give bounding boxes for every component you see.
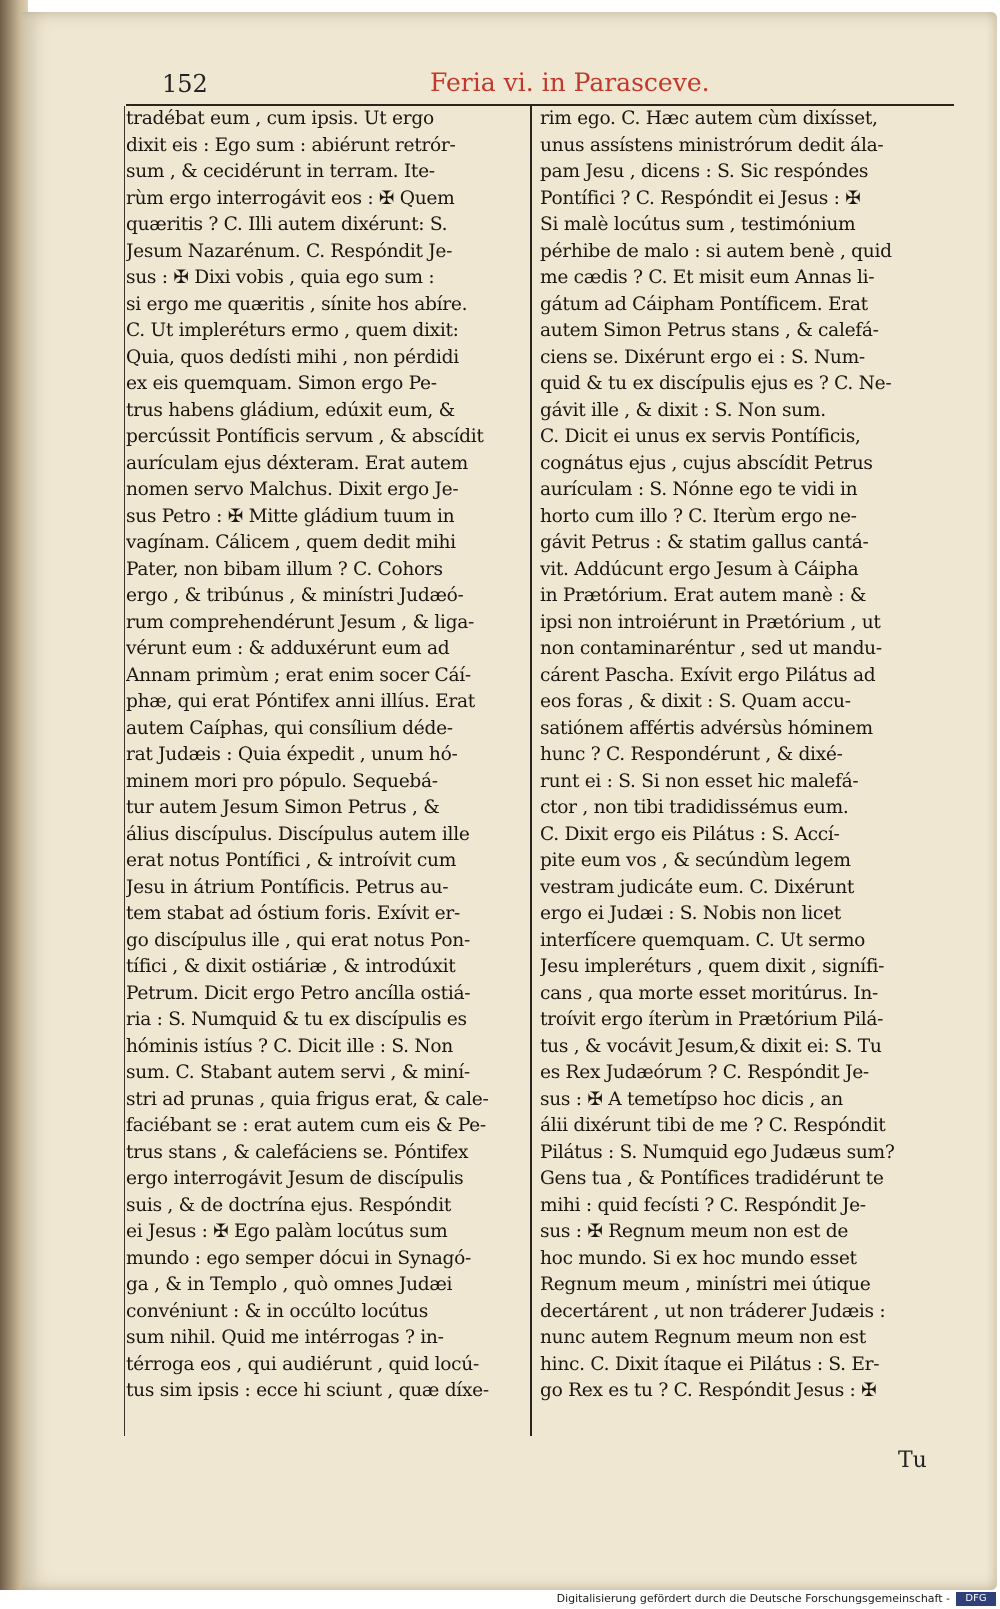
text-line: stri ad prunas , quia frigus erat, & cale- xyxy=(126,1088,489,1110)
text-line: Annam primùm ; erat enim socer Cáí- xyxy=(126,664,471,686)
text-line: quid & tu ex discípulis ejus es ? C. Ne- xyxy=(540,373,892,394)
text-line: álii dixérunt tibi de me ? C. Respóndit xyxy=(540,1115,886,1136)
text-line: interfícere quemquam. C. Ut sermo xyxy=(540,929,866,951)
text-line: dixit eis : Ego sum : abiérunt retrór- xyxy=(126,134,456,156)
text-line: me cædis ? C. Et misit eum Annas li- xyxy=(540,267,875,288)
page-number: 152 xyxy=(162,70,208,98)
text-line: C. Ut impleréturs ermo , quem dixit: xyxy=(126,320,459,341)
text-line: Petrum. Dicit ergo Petro ancílla ostiá- xyxy=(126,982,471,1004)
text-line: sum nihil. Quid me intérrogas ? in- xyxy=(126,1327,444,1348)
text-line: pite eum vos , & secúndùm legem xyxy=(540,850,851,871)
text-line: gávit Petrus : & statim gallus cantá- xyxy=(540,532,869,553)
text-line: decertárent , ut non tráderer Judæis : xyxy=(540,1300,886,1322)
text-line: cognátus ejus , cujus abscídit Petrus xyxy=(540,452,873,474)
page-header xyxy=(130,60,940,100)
text-line: hóminis istíus ? C. Dicit ille : S. Non xyxy=(126,1035,453,1057)
text-line: vagínam. Cálicem , quem dedit mihi xyxy=(126,532,456,553)
text-line: rùm ergo interrogávit eos : ✠ Quem xyxy=(126,187,455,209)
text-line: sum , & cecidérunt in terram. Ite- xyxy=(126,161,435,182)
text-line: ctor , non tibi tradidissémus eum. xyxy=(540,797,849,818)
text-line: Gens tua , & Pontífices tradidérunt te xyxy=(540,1168,884,1189)
text-line: go discípulus ille , qui erat notus Pon- xyxy=(126,929,470,951)
text-line: rim ego. C. Hæc autem cùm dixísset, xyxy=(540,108,878,129)
text-line: sus Petro : ✠ Mitte gládium tuum in xyxy=(126,505,455,527)
text-line: non contaminaréntur , sed ut mandu- xyxy=(540,638,882,659)
text-line: tradébat eum , cum ipsis. Ut ergo xyxy=(126,108,434,129)
text-line: gávit ille , & dixit : S. Non sum. xyxy=(540,399,826,421)
text-line: ergo , & tribúnus , & minístri Judæó- xyxy=(126,585,464,606)
text-line: es Rex Judæórum ? C. Respóndit Je- xyxy=(540,1062,869,1083)
text-line: runt ei : S. Si non esset hic malefá- xyxy=(540,770,859,792)
text-line: ipsi non introiérunt in Prætórium , ut xyxy=(540,611,881,633)
text-line: pérhibe de malo : si autem benè , quid xyxy=(540,240,892,262)
text-line: nomen servo Malchus. Dixit ergo Je- xyxy=(126,479,459,500)
text-line: in Prætórium. Erat autem manè : & xyxy=(540,585,867,606)
text-line: Si malè locútus sum , testimónium xyxy=(540,214,856,235)
text-line: mihi : quid fecísti ? C. Respóndit Je- xyxy=(540,1194,866,1216)
text-line: ria : S. Numquid & tu ex discípulis es xyxy=(126,1009,467,1030)
right-text-column xyxy=(540,106,940,1436)
text-line: ga , & in Templo , quò omnes Judæi xyxy=(126,1274,453,1295)
text-line: C. Dicit ei unus ex servis Pontíficis, xyxy=(540,426,861,447)
text-line: unus assístens ministrórum dedit ála- xyxy=(540,134,884,156)
text-line: vérunt eum : & adduxérunt eum ad xyxy=(126,638,450,659)
text-line: tem stabat ad óstium foris. Exívit er- xyxy=(126,903,460,924)
text-line: percússit Pontíficis servum , & abscídit xyxy=(126,426,484,447)
text-line: térroga eos , qui audiérunt , quid locú- xyxy=(126,1353,479,1375)
text-line: hoc mundo. Si ex hoc mundo esset xyxy=(540,1247,857,1269)
text-line: erat notus Pontífici , & introívit cum xyxy=(126,850,457,871)
text-line: aurículam : S. Nónne ego te vidi in xyxy=(540,479,858,500)
text-line: tus sim ipsis : ecce hi sciunt , quæ díxe- xyxy=(126,1380,489,1401)
text-line: minem mori pro pópulo. Sequebá- xyxy=(126,770,438,792)
text-line: vit. Addúcunt ergo Jesum à Cáipha xyxy=(540,558,859,580)
text-line: cans , qua morte esset moritúrus. In- xyxy=(540,982,879,1004)
text-line: suis , & de doctrína ejus. Respóndit xyxy=(126,1194,452,1216)
text-line: ergo ei Judæi : S. Nobis non licet xyxy=(540,903,841,924)
text-line: cárent Pascha. Exívit ergo Pilátus ad xyxy=(540,664,876,686)
text-line: autem Simon Petrus stans , & calefá- xyxy=(540,320,879,341)
text-line: tur autem Jesum Simon Petrus , & xyxy=(126,797,440,818)
text-line: go Rex es tu ? C. Respóndit Jesus : ✠ xyxy=(540,1380,877,1401)
text-line: nunc autem Regnum meum non est xyxy=(540,1327,866,1348)
text-line: aurículam ejus déxteram. Erat autem xyxy=(126,452,468,474)
text-line: mundo : ego semper dócui in Synagó- xyxy=(126,1247,472,1269)
text-line: ex eis quemquam. Simon ergo Pe- xyxy=(126,373,437,394)
left-margin-rule xyxy=(124,106,125,1436)
text-line: Pilátus : S. Numquid ego Judæus sum? xyxy=(540,1141,895,1163)
text-line: faciébant se : erat autem cum eis & Pe- xyxy=(126,1115,486,1136)
text-line: troívit ergo íterùm in Prætórium Pilá- xyxy=(540,1009,884,1030)
text-line: Quia, quos dedísti mihi , non pérdidi xyxy=(126,346,459,368)
dfg-logo: DFG xyxy=(956,1592,996,1606)
text-line: sus : ✠ Dixi vobis , quia ego sum : xyxy=(126,267,435,288)
text-line: phæ, qui erat Póntifex anni illíus. Erat xyxy=(126,691,475,712)
text-line: Pater, non bibam illum ? C. Cohors xyxy=(126,558,443,580)
text-line: trus stans , & calefáciens se. Póntifex xyxy=(126,1141,469,1163)
text-line: eos foras , & dixit : S. Quam accu- xyxy=(540,691,851,712)
text-line: gátum ad Cáipham Pontíficem. Erat xyxy=(540,293,868,315)
text-line: tus , & vocávit Jesum,& dixit ei: S. Tu xyxy=(540,1035,882,1057)
text-line: sus : ✠ Regnum meum non est de xyxy=(540,1221,849,1242)
text-line: C. Dixit ergo eis Pilátus : S. Accí- xyxy=(540,823,840,845)
text-line: hinc. C. Dixit ítaque ei Pilátus : S. Er- xyxy=(540,1353,880,1375)
text-line: ciens se. Dixérunt ergo ei : S. Num- xyxy=(540,346,865,368)
text-line: horto cum illo ? C. Iterùm ergo ne- xyxy=(540,505,857,527)
text-line: álius discípulus. Discípulus autem ille xyxy=(126,823,470,845)
text-line: vestram judicáte eum. C. Dixérunt xyxy=(540,876,855,898)
text-line: Regnum meum , minístri mei útique xyxy=(540,1274,871,1295)
text-line: convéniunt : & in occúlto locútus xyxy=(126,1300,428,1322)
text-line: Jesum Nazarénum. C. Respóndit Je- xyxy=(126,240,453,262)
text-line: satiónem affértis advérsùs hóminem xyxy=(540,717,873,739)
text-line: Jesu in átrium Pontíficis. Petrus au- xyxy=(126,876,449,898)
text-line: sum. C. Stabant autem servi , & miní- xyxy=(126,1062,470,1083)
running-head: Feria vi. in Parasceve. xyxy=(430,68,710,97)
text-line: trus habens gládium, edúxit eum, & xyxy=(126,399,455,421)
text-line: si ergo me quæritis , sínite hos abíre. xyxy=(126,293,468,315)
text-line: Pontífici ? C. Respóndit ei Jesus : ✠ xyxy=(540,187,861,209)
column-divider xyxy=(530,106,532,1436)
footer-credit: Digitalisierung gefördert durch die Deutsche Forschungsgemeinschaft - xyxy=(556,1592,950,1605)
text-line: ergo interrogávit Jesum de discípulis xyxy=(126,1168,464,1189)
text-line: hunc ? C. Respondérunt , & dixé- xyxy=(540,744,843,765)
text-line: ei Jesus : ✠ Ego palàm locútus sum xyxy=(126,1221,448,1242)
text-line: Jesu impleréturs , quem dixit , signífi- xyxy=(540,956,885,977)
text-line: tífici , & dixit ostiáriæ , & introdúxit xyxy=(126,956,456,977)
text-line: autem Caíphas, qui consílium déde- xyxy=(126,717,453,739)
text-line: pam Jesu , dicens : S. Sic respóndes xyxy=(540,161,869,182)
text-line: rum comprehendérunt Jesum , & liga- xyxy=(126,611,474,633)
catchword: Tu xyxy=(898,1448,927,1473)
text-line: rat Judæis : Quia éxpedit , unum hó- xyxy=(126,744,458,765)
text-line: quæritis ? C. Illi autem dixérunt: S. xyxy=(126,214,448,235)
text-line: sus : ✠ A temetípso hoc dicis , an xyxy=(540,1088,843,1110)
left-text-column xyxy=(126,106,526,1436)
